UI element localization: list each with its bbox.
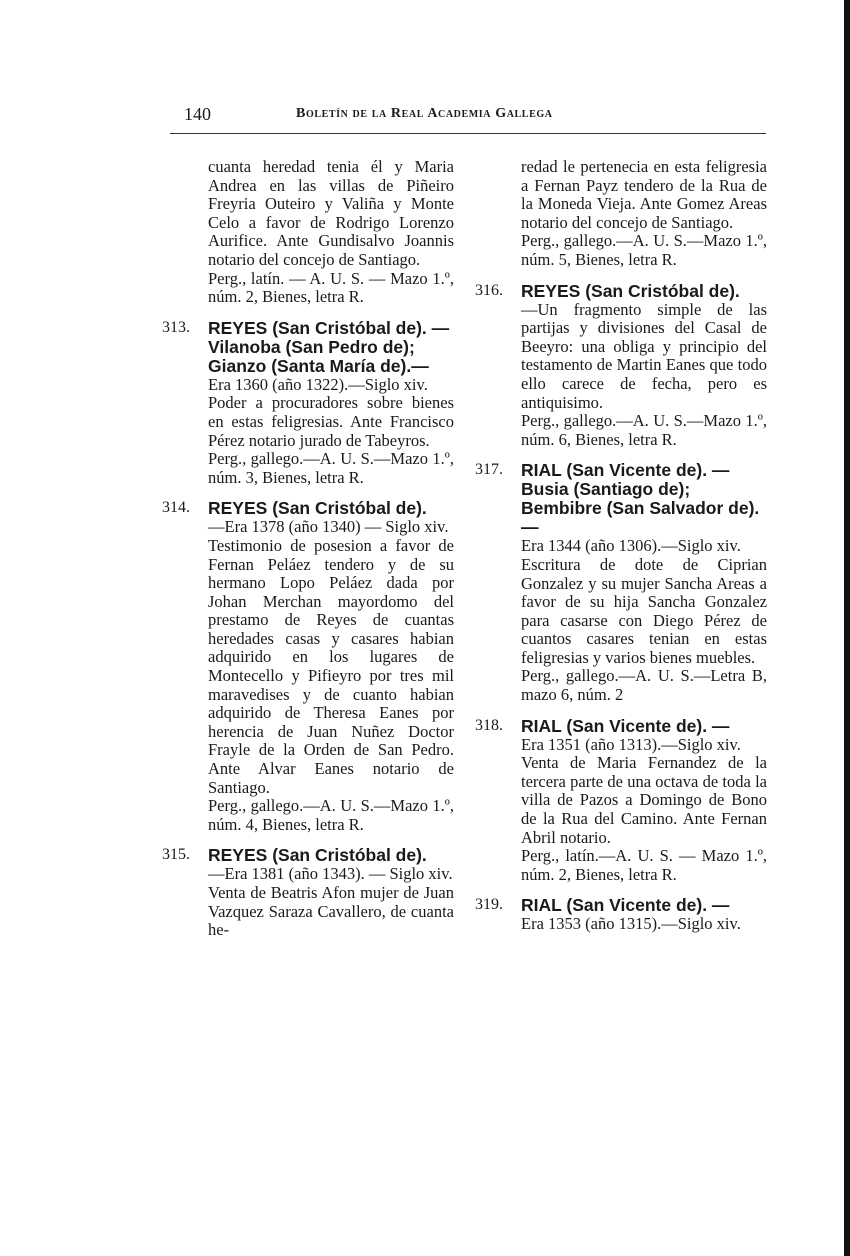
right-column bbox=[475, 158, 767, 946]
entry-heading: RIAL (San Vicente de). — bbox=[521, 715, 730, 736]
entry-number: 313. bbox=[162, 318, 190, 336]
paragraph: Perg., latín.—A. U. S. — Mazo 1.º, núm. 2, Bienes, letra R. bbox=[521, 846, 767, 884]
paragraph: Perg., latín. — A. U. S. — Mazo 1.º, núm. 2, Bienes, letra R. bbox=[208, 268, 454, 307]
paragraph: Perg., gallego.—A. U. S.—Mazo 1.º, núm. 4, Bienes, letra R. bbox=[208, 796, 454, 834]
catalog-entry-317 bbox=[475, 461, 767, 704]
paragraph: Venta de Beatris Afon mujer de Juan Vazquez Saraza Cavallero, de cuanta he- bbox=[208, 883, 454, 940]
paragraph: Venta de Maria Fernandez de la tercera parte de una octava de toda la villa de Pazos a Domingo de Bono de la Rua del Camino. Ante Fernan Abril notario. bbox=[521, 753, 767, 847]
entry-number: 318. bbox=[475, 716, 503, 734]
paragraph: Era 1360 (año 1322).—Siglo xiv. bbox=[208, 374, 428, 394]
paragraph: Poder a procuradores sobre bienes en estas feligresias. Ante Francisco Pérez notario jurado de Tabeyros. bbox=[208, 393, 454, 450]
paragraph: —Un fragmento simple de las partijas y divisiones del Casal de Beeyro: una obliga y principio del testamento de Martin Eanes que todo ello carece de fecha, pero es antiquisimo. bbox=[521, 299, 767, 412]
scan-edge bbox=[844, 0, 850, 1256]
entry-number: 319. bbox=[475, 896, 503, 914]
entry-heading: REYES (San Cristóbal de). bbox=[521, 280, 740, 301]
entry-number: 315. bbox=[162, 846, 190, 864]
continuation-text bbox=[162, 158, 454, 307]
catalog-entry-316 bbox=[475, 282, 767, 450]
left-column bbox=[162, 158, 454, 952]
header-rule bbox=[170, 133, 766, 134]
paragraph: —Era 1381 (año 1343). — Siglo xiv. bbox=[208, 864, 453, 884]
paragraph: redad le pertenecia en esta feligresia a Fernan Payz tendero de la Rua de la Moneda Vieja. Ante Gomez Areas notario del concejo de Santiago. bbox=[521, 157, 767, 232]
entry-heading: RIAL (San Vicente de). — bbox=[521, 895, 730, 916]
catalog-entry-313 bbox=[162, 319, 454, 488]
paragraph: Era 1351 (año 1313).—Siglo xiv. bbox=[521, 734, 741, 754]
entry-number: 317. bbox=[475, 461, 503, 479]
paragraph: Era 1353 (año 1315).—Siglo xiv. bbox=[521, 914, 741, 934]
paragraph: —Era 1378 (año 1340) — Siglo xiv. bbox=[208, 517, 449, 537]
catalog-entry-319 bbox=[475, 896, 767, 934]
paragraph: Era 1344 (año 1306).—Siglo xiv. bbox=[521, 536, 741, 556]
paragraph: Testimonio de posesion a favor de Fernan Peláez tendero y de su hermano Lopo Peláez dada por Johan Merchan mayordomo del prestamo de Reyes de cuantas heredades casas y casares habian adquirido en los lugares de Montecello y Pifieyro por tres mil maravedises y de cuanto habian adquirido de Theresa Eanes por herencia de Juan Nuñez Doctor Frayle de la Orden de San Pedro. Ante Alvar Eanes notario de Santiago. bbox=[208, 535, 454, 797]
paragraph: Perg., gallego.—A. U. S.—Mazo 1.º, núm. 3, Bienes, letra R. bbox=[208, 449, 454, 487]
continuation-text bbox=[475, 158, 767, 270]
paragraph: Escritura de dote de Ciprian Gonzalez y su mujer Sancha Areas a favor de su hija Sancha Gonzalez para casarse con Diego Pérez de cuantos casares tenian en estas feligresias y varios bienes muebles. bbox=[521, 554, 767, 667]
paragraph: Perg., gallego.—A. U. S.—Letra B, mazo 6, núm. 2 bbox=[521, 666, 767, 705]
page-number: 140 bbox=[184, 104, 211, 124]
entry-heading: REYES (San Cristóbal de). bbox=[208, 498, 427, 519]
catalog-entry-318 bbox=[475, 717, 767, 885]
page-header bbox=[170, 104, 766, 134]
paragraph: Perg., gallego.—A. U. S.—Mazo 1.º, núm. 5, Bienes, letra R. bbox=[521, 231, 767, 269]
catalog-entry-315 bbox=[162, 846, 454, 939]
entry-number: 316. bbox=[475, 281, 503, 299]
entry-heading: REYES (San Cristóbal de). —Vilanoba (San Pedro de); Gianzo (Santa María de).— bbox=[208, 317, 450, 376]
entry-heading: RIAL (San Vicente de). — Busia (Santiago de); Bembibre (San Salvador de). — bbox=[521, 460, 760, 538]
paragraph: cuanta heredad tenia él y Maria Andrea en las villas de Piñeiro Freyria Outeiro y Valiña y Monte Celo a favor de Rodrigo Lorenzo Aurifice. Ante Gundisalvo Joannis notario del concejo de Santiago. bbox=[208, 157, 454, 269]
entry-heading: REYES (San Cristóbal de). bbox=[208, 845, 427, 866]
entry-number: 314. bbox=[162, 499, 190, 517]
running-title: Boletín de la Real Academia Gallega bbox=[296, 106, 553, 121]
paragraph: Perg., gallego.—A. U. S.—Mazo 1.º, núm. 6, Bienes, letra R. bbox=[521, 411, 767, 449]
catalog-entry-314 bbox=[162, 499, 454, 834]
